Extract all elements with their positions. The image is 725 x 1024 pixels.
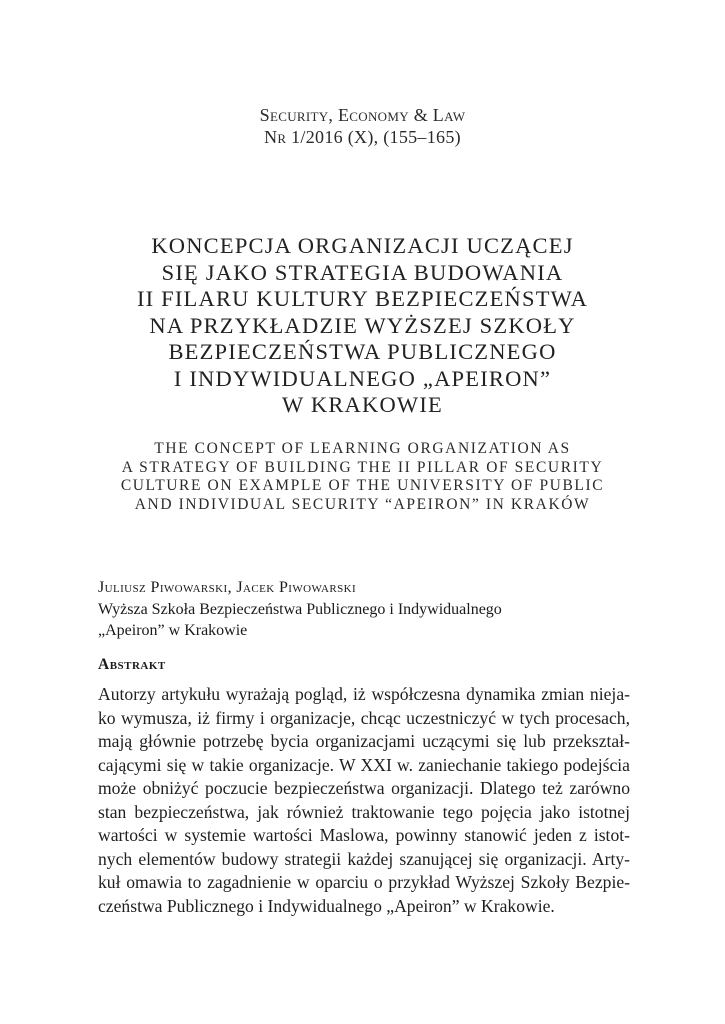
journal-name-text: Security, Economy & Law: [259, 105, 466, 125]
abstract-line: kuł omawia to zagadnienie w oparciu o przykład Wyższej Szkoły Bezpie-: [98, 872, 630, 892]
journal-issue-text: Nr 1/2016 (X), (155–165): [264, 127, 461, 147]
authors: Juliusz Piwowarski, Jacek Piwowarski: [98, 579, 357, 596]
polish-title-line: SIĘ JAKO STRATEGIA BUDOWANIA: [161, 259, 564, 285]
abstract-line: Autorzy artykułu wyrażają pogląd, iż współczesna dynamika zmian nieja-: [98, 684, 630, 704]
affiliation: [98, 599, 502, 641]
polish-title-line: II FILARU KULTURY BEZPIECZEŃSTWA: [136, 286, 589, 311]
abstract-line: wartości w systemie wartości Maslowa, powinny stanowić jeden z istot-: [98, 825, 630, 845]
abstract-line: stan bezpieczeństwa, jak również traktowanie tego pojęcia jako istotnej: [98, 801, 630, 822]
english-title-line: A STRATEGY OF BUILDING THE II PILLAR OF SECURITY: [121, 458, 604, 476]
polish-title: [60, 233, 665, 419]
abstract-heading: Abstrakt: [98, 656, 166, 673]
affiliation-line: Wyższa Szkoła Bezpieczeństwa Publicznego i Indywidualnego: [98, 601, 502, 618]
abstract-line: może obniżyć poczucie bezpieczeństwa organizacji. Dlatego też zarówno: [98, 778, 630, 798]
english-title: [60, 440, 665, 514]
abstract-body: [98, 683, 630, 918]
abstract-line: cającymi się w takie organizacje. W XXI w. zaniechanie takiego podejścia: [98, 754, 630, 775]
polish-title-line: I INDYWIDUALNEGO „APEIRON”: [173, 365, 552, 391]
english-title-line: THE CONCEPT OF LEARNING ORGANIZATION AS: [154, 440, 571, 457]
abstract-line: ko wymusza, iż firmy i organizacje, chcąc uczestniczyć w tych procesach,: [98, 707, 630, 728]
abstract-line: nych elementów budowy strategii każdej szanującej się organizacji. Arty-: [98, 848, 630, 869]
polish-title-line: BEZPIECZEŃSTWA PUBLICZNEGO: [168, 339, 557, 364]
polish-title-line: W KRAKOWIE: [282, 392, 443, 417]
polish-title-line: KONCEPCJA ORGANIZACJI UCZĄCEJ: [151, 233, 574, 258]
abstract-line: mają głównie potrzebę bycia organizacjami uczącymi się lub przekształ-: [98, 731, 630, 751]
english-title-line: AND INDIVIDUAL SECURITY “APEIRON” IN KRAKÓW: [134, 495, 591, 513]
journal-issue: [0, 126, 725, 148]
journal-name: [0, 104, 725, 126]
english-title-line: CULTURE ON EXAMPLE OF THE UNIVERSITY OF PUBLIC: [120, 477, 605, 494]
affiliation-line: „Apeiron” w Krakowie: [98, 622, 248, 639]
polish-title-line: NA PRZYKŁADZIE WYŻSZEJ SZKOŁY: [149, 312, 576, 338]
abstract-line: czeństwa Publicznego i Indywidualnego „Apeiron” w Krakowie.: [98, 895, 555, 916]
